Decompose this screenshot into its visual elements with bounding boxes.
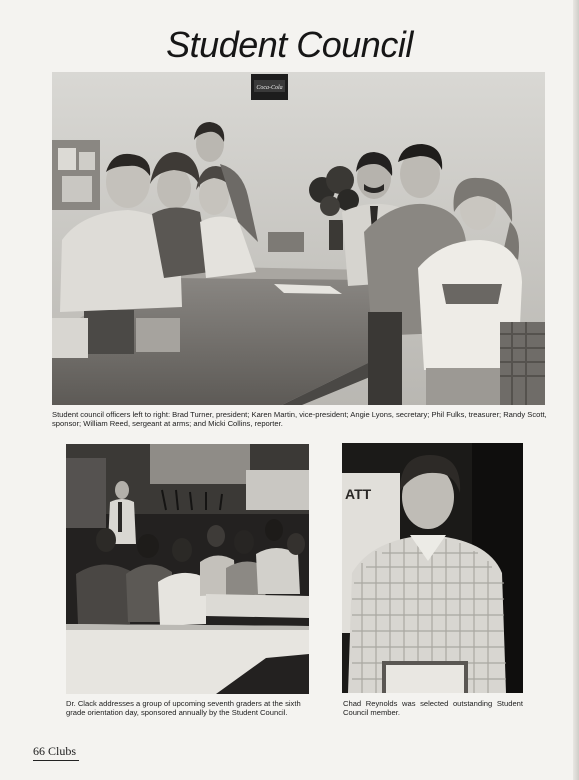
page-folio [33,744,79,761]
orientation-caption: Dr. Clack addresses a group of upcoming seventh graders at the sixth grade orientation day, sponsored annually by the Student Council. [66,699,301,718]
coca-cola-sign-text: Coca-Cola [256,85,283,91]
page-number: 66 [33,744,45,758]
officers-caption: Student council officers left to right: Brad Turner, president; Karen Martin, vice-president; Angie Lyons, secretary; Phil Fulks, treasurer; Randy Scott, sponsor; William Reed, sergeant at arms; and Micki Collins, reporter. [52,410,547,429]
page-edge [573,0,579,780]
officers-photo [52,72,545,405]
page-title: Student Council [166,24,413,65]
chad-caption: Chad Reynolds was selected outstanding Student Council member. [343,699,523,718]
section-name: Clubs [48,744,77,758]
orientation-photo [66,444,309,694]
coca-cola-sign [251,74,288,100]
attendance-board-text: ATT [345,486,372,502]
chad-photo [342,443,523,693]
